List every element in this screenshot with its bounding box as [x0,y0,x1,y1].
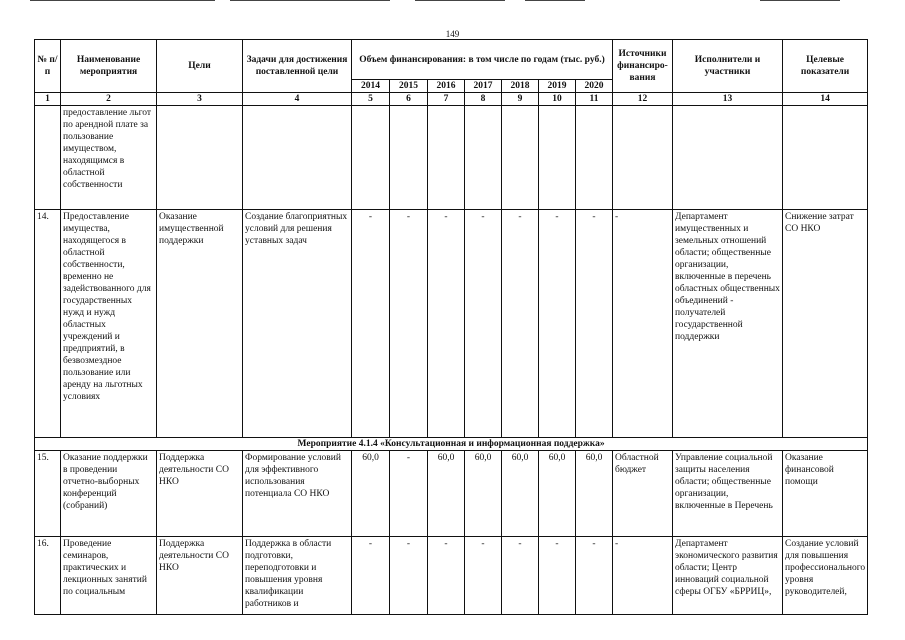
row-value [390,106,428,210]
row-value: - [352,537,390,615]
header-name: Наименование мероприятия [61,40,157,93]
row-goal [157,106,243,210]
row-name: предоставление льгот по арендной плате за пользование имуществом, находящимся в областной собственности [61,106,157,210]
row-task [243,106,352,210]
row-value: 60,0 [576,451,613,537]
column-number: 9 [502,93,539,106]
table-row [35,106,868,210]
header-executors: Исполнители и участники [673,40,783,93]
row-value: - [352,210,390,438]
row-value: - [539,537,576,615]
column-number: 1 [35,93,61,106]
column-number: 10 [539,93,576,106]
row-executors: Управление социальной защиты населения области; общественные организации, включенные в Перечень [673,451,783,537]
header-source: Источники финансиро-вания [613,40,673,93]
row-executors [673,106,783,210]
row-value: - [390,537,428,615]
column-number: 3 [157,93,243,106]
row-value: - [576,210,613,438]
row-value: - [502,537,539,615]
row-target [783,106,868,210]
row-executors: Департамент экономического развития области; Центр инноваций социальной сферы ОГБУ «БРРИЦ», [673,537,783,615]
table-row [35,537,868,615]
column-numbers-row [35,93,868,106]
year-cell: 2018 [502,80,539,93]
column-number: 12 [613,93,673,106]
row-value: 60,0 [502,451,539,537]
row-target: Оказание финансовой помощи [783,451,868,537]
row-task: Формирование условий для эффективного использования потенциала СО НКО [243,451,352,537]
top-rule [230,0,390,1]
row-source: - [613,537,673,615]
row-value: 60,0 [465,451,502,537]
section-row [35,438,868,451]
row-goal: Поддержка деятельности СО НКО [157,451,243,537]
row-task: Поддержка в области подготовки, переподготовки и повышения уровня квалификации работников и [243,537,352,615]
year-cell: 2019 [539,80,576,93]
year-cell: 2016 [428,80,465,93]
row-value: - [502,210,539,438]
top-rule [525,0,585,1]
row-target: Снижение затрат СО НКО [783,210,868,438]
column-number: 2 [61,93,157,106]
row-value: - [465,210,502,438]
section-title: Мероприятие 4.1.4 «Консультационная и информационная поддержка» [35,438,868,451]
column-number: 8 [465,93,502,106]
row-source: - [613,210,673,438]
header-num: № п/п [35,40,61,93]
row-value [465,106,502,210]
year-cell: 2015 [390,80,428,93]
header-row [35,40,868,80]
row-value [539,106,576,210]
row-value [428,106,465,210]
row-value: 60,0 [428,451,465,537]
row-name: Оказание поддержки в проведении отчетно-выборных конференций (собраний) [61,451,157,537]
row-task: Создание благоприятных условий для решения уставных задач [243,210,352,438]
row-value: 60,0 [352,451,390,537]
header-tasks: Задачи для достижения поставленной цели [243,40,352,93]
row-goal: Поддержка деятельности СО НКО [157,537,243,615]
row-goal: Оказание имущественной поддержки [157,210,243,438]
page-number: 149 [445,29,460,39]
row-target: Создание условий для повышения профессионального уровня руководителей, [783,537,868,615]
row-value [576,106,613,210]
row-value [502,106,539,210]
column-number: 5 [352,93,390,106]
row-source: Областной бюджет [613,451,673,537]
row-value: 60,0 [539,451,576,537]
column-number: 4 [243,93,352,106]
row-num: 15. [35,451,61,537]
column-number: 7 [428,93,465,106]
row-value: - [428,537,465,615]
row-value: - [390,210,428,438]
row-executors: Департамент имущественных и земельных отношений области; общественные организации, включенные в перечень областных общественных объединений - получателей государственной поддержки [673,210,783,438]
row-value: - [428,210,465,438]
year-cell: 2020 [576,80,613,93]
row-num: 14. [35,210,61,438]
table-row [35,210,868,438]
column-number: 14 [783,93,868,106]
top-rule [760,0,840,1]
year-cell: 2017 [465,80,502,93]
row-source [613,106,673,210]
row-name: Предоставление имущества, находящегося в областной собственности, временно не задействованного для государственных нужд и нужд областных учреждений и предприятий, в безвозмездное пользование или аренду на льготных условиях [61,210,157,438]
row-value: - [539,210,576,438]
row-value: - [390,451,428,537]
column-number: 11 [576,93,613,106]
row-num: 16. [35,537,61,615]
program-table [34,39,868,615]
year-cell: 2014 [352,80,390,93]
top-rule [30,0,215,1]
column-number: 6 [390,93,428,106]
row-value: - [465,537,502,615]
column-number: 13 [673,93,783,106]
table-row [35,451,868,537]
header-finance: Объем финансирования: в том числе по годам (тыс. руб.) [352,40,613,80]
row-value [352,106,390,210]
row-num [35,106,61,210]
header-goals: Цели [157,40,243,93]
row-value: - [576,537,613,615]
header-targets: Целевые показатели [783,40,868,93]
row-name: Проведение семинаров, практических и лекционных занятий по социальным [61,537,157,615]
top-rule [415,0,505,1]
